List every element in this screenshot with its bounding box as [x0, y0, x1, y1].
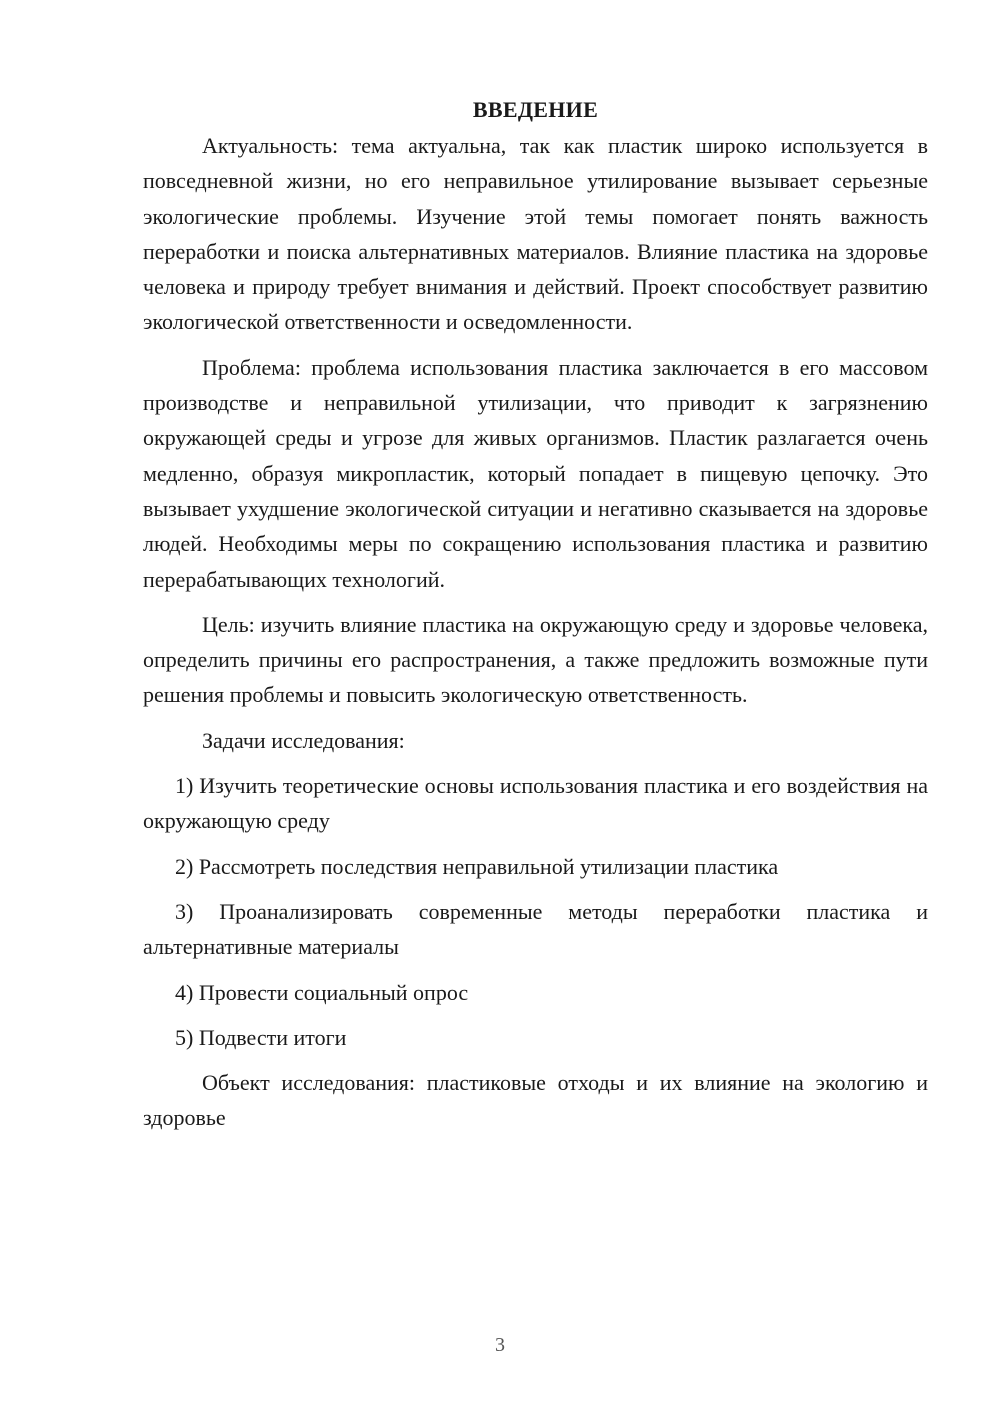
task-item-5: 5) Подвести итоги [175, 1024, 347, 1050]
page-title: ВВЕДЕНИЕ [472, 97, 599, 122]
goal-paragraph: Цель: изучить влияние пластика на окружающую среду и здоровье человека, определить причины его распространения, а также предложить возможные пути решения проблемы и повысить экологическую ответственность. [143, 611, 928, 708]
task-item-2: 2) Рассмотреть последствия неправильной утилизации пластика [175, 853, 779, 879]
problem-paragraph: Проблема: проблема использования пластика заключается в его массовом производстве и неправильной утилизации, что приводит к загрязнению окружающей среды и угрозе для живых организмов. Пластик разлагается очень медленно, образуя микропластик, который попадает в пищевую цепочку. Это вызывает ухудшение экологической ситуации и негативно сказывается на здоровье людей. Необходимы меры по сокращению использования пластика и развитию перерабатывающих технологий. [143, 354, 928, 592]
document-page [143, 92, 928, 1136]
object-paragraph: Объект исследования: пластиковые отходы и их влияние на экологию и здоровье [143, 1070, 928, 1131]
task-item-4: 4) Провести социальный опрос [175, 979, 469, 1005]
task-item-3: 3) Проанализировать современные методы переработки пластика и альтернативные материалы [143, 898, 928, 960]
relevance-paragraph: Актуальность: тема актуальна, так как пластик широко используется в повседневной жизни, но его неправильное утилирование вызывает серьезные экологические проблемы. Изучение этой темы помогает понять важность переработки и поиска альтернативных материалов. Влияние пластика на здоровье человека и природу требует внимания и действий. Проект способствует развитию экологической ответственности и осведомленности. [143, 133, 928, 335]
tasks-title: Задачи исследования: [202, 727, 405, 753]
task-item-1: 1) Изучить теоретические основы использования пластика и его воздействия на окружающую среду [143, 773, 928, 834]
page-number: 3 [495, 1334, 505, 1356]
